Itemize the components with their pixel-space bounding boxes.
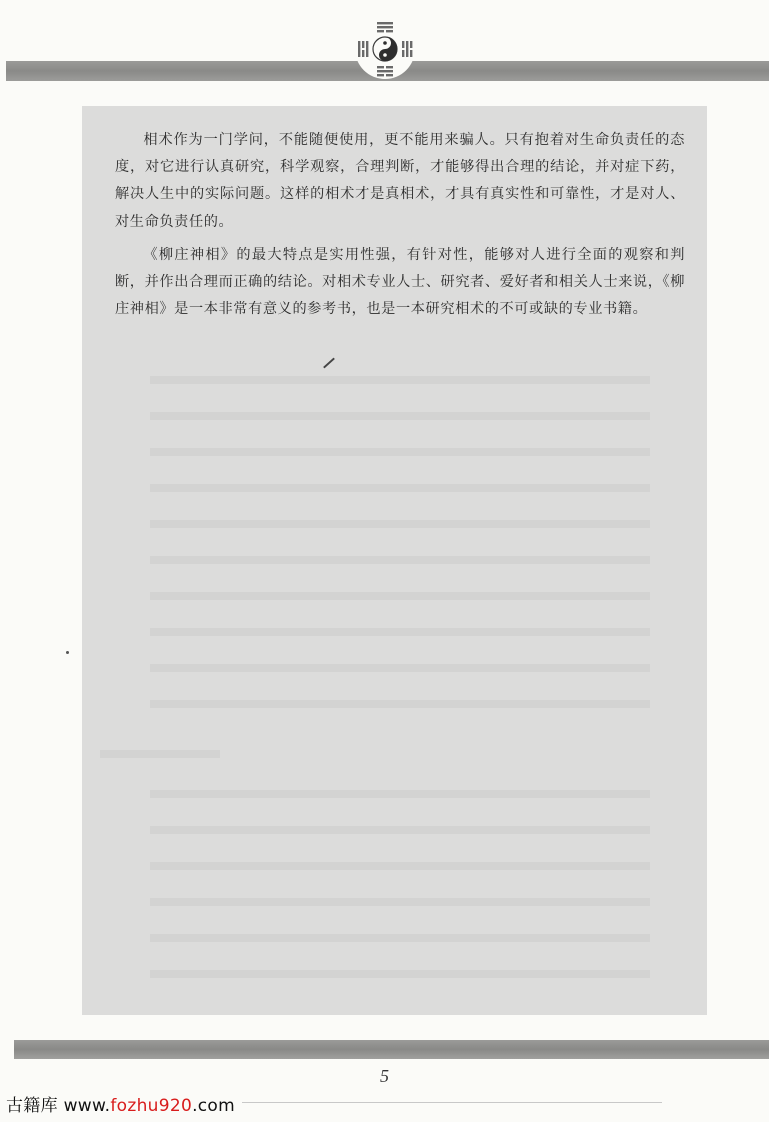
body-text	[115, 127, 685, 329]
footer-band	[14, 1040, 769, 1059]
paragraph-2: 《柳庄神相》的最大特点是实用性强，有针对性，能够对人进行全面的观察和判断，并作出合理而正确的结论。对相术专业人士、研究者、爱好者和相关人士来说，《柳庄神相》是一本非常有意义的参考书，也是一本研究相术的不可或缺的专业书籍。	[115, 246, 685, 318]
site-watermark[interactable]	[6, 1091, 235, 1116]
stray-dot	[66, 651, 69, 654]
watermark-prefix: 古籍库 www.	[6, 1096, 111, 1116]
watermark-suffix: .com	[192, 1096, 235, 1116]
watermark-rule	[242, 1102, 662, 1103]
taiji-bagua-icon	[354, 18, 416, 80]
page-number: 5	[380, 1066, 389, 1086]
paragraph-1: 相术作为一门学问，不能随便使用，更不能用来骗人。只有抱着对生命负责任的态度，对它进行认真研究，科学观察，合理判断，才能够得出合理的结论，并对症下药，解决人生中的实际问题。这样的相术才是真相术，才具有真实性和可靠性，才是对人、对生命负责任的。	[115, 132, 685, 230]
watermark-highlight: fozhu920	[110, 1096, 193, 1116]
